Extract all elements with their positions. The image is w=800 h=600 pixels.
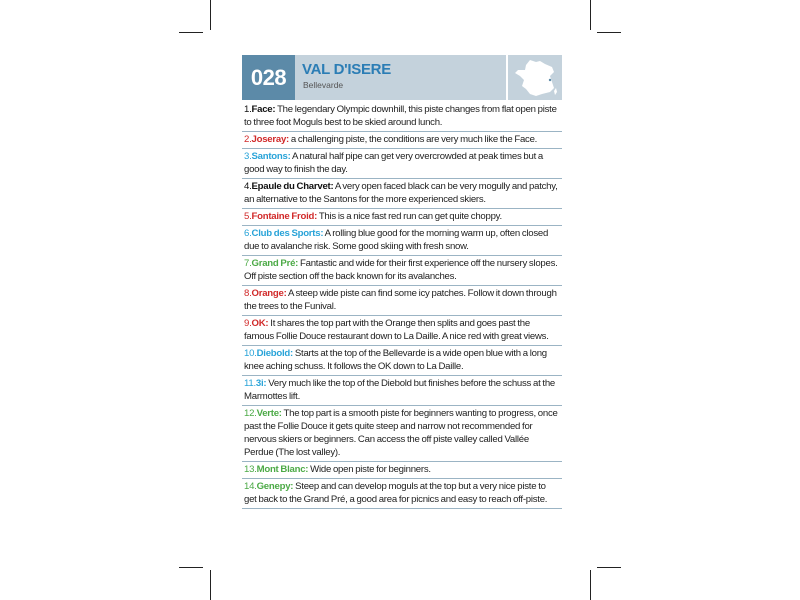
piste-description: The top part is a smooth piste for beginners wanting to progress, once past the Follie Douce it gets quite steep and narrow not recommended for nervous skiers or beginners. Can access the off piste valley called Vallée Perdue (The lost valley). [244,408,558,458]
piste-name: 3i: [255,378,267,389]
piste-item [242,286,562,316]
piste-name: Epaule du Charvet: [251,181,334,192]
piste-description: Very much like the top of the Diebold but finishes before the schuss at the Marmottes lift. [244,378,556,402]
piste-description: This is a nice fast red run can get quite choppy. [317,211,502,222]
piste-name: Face: [251,104,276,115]
piste-item [242,256,562,286]
piste-number: 10. [244,348,257,359]
piste-description: Fantastic and wide for their first experience off the nursery slopes. Off piste section off the back known for its avalanches. [244,258,558,282]
piste-number: 4. [244,181,252,192]
piste-description: Wide open piste for beginners. [308,464,431,475]
piste-number: 5. [244,211,252,222]
crop-mark [590,0,591,30]
piste-name: Diebold: [256,348,293,359]
piste-name: OK: [251,318,269,329]
piste-description: a challenging piste, the conditions are very much like the Face. [288,134,538,145]
piste-name: Club des Sports: [251,228,324,239]
piste-name: Grand Pré: [251,258,299,269]
crop-mark [210,570,211,600]
piste-description: A rolling blue good for the morning warm up, often closed due to avalanche risk. Some good skiing with fresh snow. [244,228,549,252]
piste-number: 11. [244,378,256,389]
piste-number: 3. [244,151,252,162]
map-box [506,55,562,100]
piste-item [242,406,562,462]
piste-name: Fontaine Froid: [251,211,318,222]
piste-description: The legendary Olympic downhill, this piste changes from flat open piste to three foot Moguls best to be skied around lunch. [244,104,557,128]
piste-item [242,209,562,226]
piste-number: 12. [244,408,257,419]
piste-description: Steep and can develop moguls at the top but a very nice piste to get back to the Grand Pré, a good area for picnics and easy to reach off-piste. [244,481,548,505]
piste-name: Genepy: [256,481,294,492]
piste-description: A steep wide piste can find some icy patches. Follow it down through the trees to the Funival. [244,288,557,312]
crop-mark [597,567,621,568]
piste-item [242,226,562,256]
area-subtitle: Bellevarde [303,80,344,90]
piste-list [242,102,562,509]
piste-item [242,479,562,509]
piste-description: A very open faced black can be very mogully and patchy, an alternative to the Santons for the more experienced skiers. [244,181,558,205]
crop-mark [210,0,211,30]
crop-mark [179,32,203,33]
piste-number: 9. [244,318,252,329]
france-map-icon [512,58,558,98]
piste-item [242,132,562,149]
card-number: 028 [242,55,295,100]
piste-description: A natural half pipe can get very overcrowded at peak times but a good way to finish the day. [244,151,543,175]
piste-name: Joseray: [251,134,289,145]
crop-mark [179,567,203,568]
piste-item [242,376,562,406]
crop-mark [590,570,591,600]
piste-number: 13. [244,464,257,475]
piste-number: 8. [244,288,252,299]
piste-name: Verte: [256,408,282,419]
card-header [242,55,562,100]
piste-number: 1. [244,104,252,115]
piste-name: Orange: [251,288,287,299]
piste-number: 7. [244,258,252,269]
piste-name: Santons: [251,151,291,162]
piste-name: Mont Blanc: [256,464,309,475]
piste-item [242,149,562,179]
piste-item [242,179,562,209]
piste-item [242,316,562,346]
piste-description: Starts at the top of the Bellevarde is a wide open blue with a long knee aching schuss. It follows the OK down to La Daille. [244,348,547,372]
piste-item [242,462,562,479]
resort-title: VAL D'ISERE [302,61,391,78]
piste-description: It shares the top part with the Orange then splits and goes past the famous Follie Douce restaurant down to La Daille. A nice red with great views. [244,318,549,342]
piste-card [242,55,562,509]
crop-mark [597,32,621,33]
piste-number: 6. [244,228,252,239]
piste-number: 2. [244,134,252,145]
piste-number: 14. [244,481,257,492]
piste-item [242,346,562,376]
piste-item [242,102,562,132]
